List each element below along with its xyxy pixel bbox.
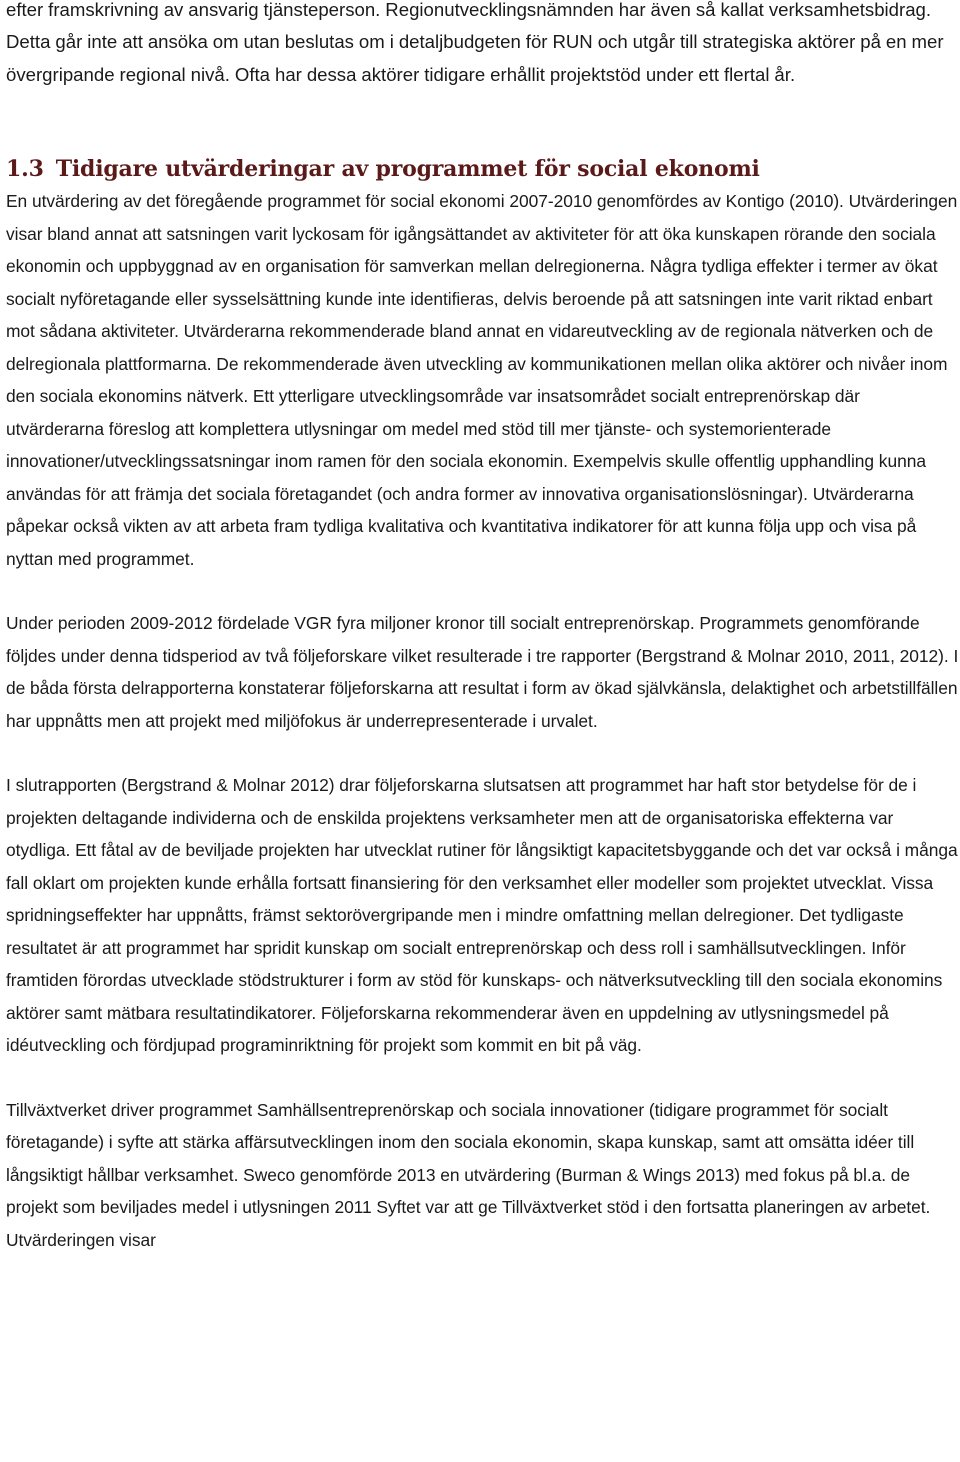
body-paragraph-2: Under perioden 2009-2012 fördelade VGR fyra miljoner kronor till socialt entreprenörskap. Programmets genomförande följdes under denna tidsperiod av två följeforskare vilket resulterade i tre rapporter (Bergstrand & Molnar 2010, 2011, 2012). I de båda första delrapporterna konstaterar följeforskarna att resultat i form av ökad självkänsla, delaktighet och arbetstillfällen har uppnåtts men att projekt med miljöfokus är underrepresenterade i urvalet.: [6, 613, 959, 731]
document-page: [6, 0, 960, 1256]
body-paragraph-4: Tillväxtverket driver programmet Samhällsentreprenörskap och sociala innovationer (tidigare programmet för socialt företagande) i syfte att stärka affärsutvecklingen inom den sociala ekonomin, skapa kunskap, samt att omsätta idéer till långsiktigt hållbar verksamhet. Sweco genomförde 2013 en utvärdering (Burman & Wings 2013) med fokus på bl.a. de projekt som beviljades medel i utlysningen 2011 Syftet var att ge Tillväxtverket stöd i den fortsatta planeringen av arbetet. Utvärderingen visar: [6, 1099, 931, 1250]
section-heading: [6, 153, 960, 185]
body-paragraph-1: En utvärdering av det föregående programmet för social ekonomi 2007-2010 genomfördes av Kontigo (2010). Utvärderingen visar bland annat att satsningen varit lyckosam för igångsättandet av aktiviteter för att öka kunskapen rörande den sociala ekonomin och uppbyggnad av en organisation för samverkan mellan delregionerna. Några tydliga effekter i termer av ökat socialt nyföretagande eller sysselsättning kunde inte identifieras, delvis beroende på att satsningen inte varit riktad enbart mot sådana aktiviteter. Utvärderarna rekommenderade bland annat en vidareutveckling av de regionala nätverken och de delregionala plattformarna. De rekommenderade även utveckling av kommunikationen mellan olika aktörer och nivåer inom den sociala ekonomins nätverk. Ett ytterligare utvecklingsområde var insatsområdet socialt entreprenörskap där utvärderarna föreslog att komplettera utlysningar om medel med stöd till mer tjänste- och systemorienterade innovationer/utvecklingssatsningar inom ramen för den sociala ekonomin. Exempelvis skulle offentlig upphandling kunna användas för att främja det sociala företagandet (och andra former av innovativa organisationslösningar). Utvärderarna påpekar också vikten av att arbeta fram tydliga kvalitativa och kvantitativa indikatorer för att kunna följa upp och visa på nyttan med programmet.: [6, 191, 958, 569]
body-paragraph-3: I slutrapporten (Bergstrand & Molnar 2012) drar följeforskarna slutsatsen att programmet har haft stor betydelse för de i projekten deltagande individerna och de enskilda projektens verksamheter men att de organisatoriska effekterna var otydliga. Ett fåtal av de beviljade projekten har utvecklat rutiner för långsiktigt kapacitetsbyggande och det var också i många fall oklart om projekten kunde erhålla fortsatt finansiering för den verksamhet eller modeller som projektet utvecklat. Vissa spridningseffekter har uppnåtts, främst sektorövergripande men i mindre omfattning mellan delregioner. Det tydligaste resultatet är att programmet har spridit kunskap om socialt entreprenörskap och dess roll i samhällsutvecklingen. Inför framtiden förordas utvecklade stödstrukturer i form av stöd för kunskaps- och nätverksutveckling till den sociala ekonomins aktörer samt mätbara resultatindikatorer. Följeforskarna rekommenderar även en uppdelning av utlysningsmedel på idéutveckling och fördjupad programinriktning för projekt som kommit en bit på väg.: [6, 775, 958, 1056]
intro-paragraph: efter framskrivning av ansvarig tjänsteperson. Regionutvecklingsnämnden har även så kallat verksamhetsbidrag. Detta går inte att ansöka om utan beslutas om i detaljbudgeten för RUN och utgår till strategiska aktörer på en mer övergripande regional nivå. Ofta har dessa aktörer tidigare erhållit projektstöd under ett flertal år.: [6, 0, 944, 85]
section-number: 1.3: [6, 156, 44, 183]
section-title: Tidigare utvärderingar av programmet för social ekonomi: [55, 156, 760, 183]
